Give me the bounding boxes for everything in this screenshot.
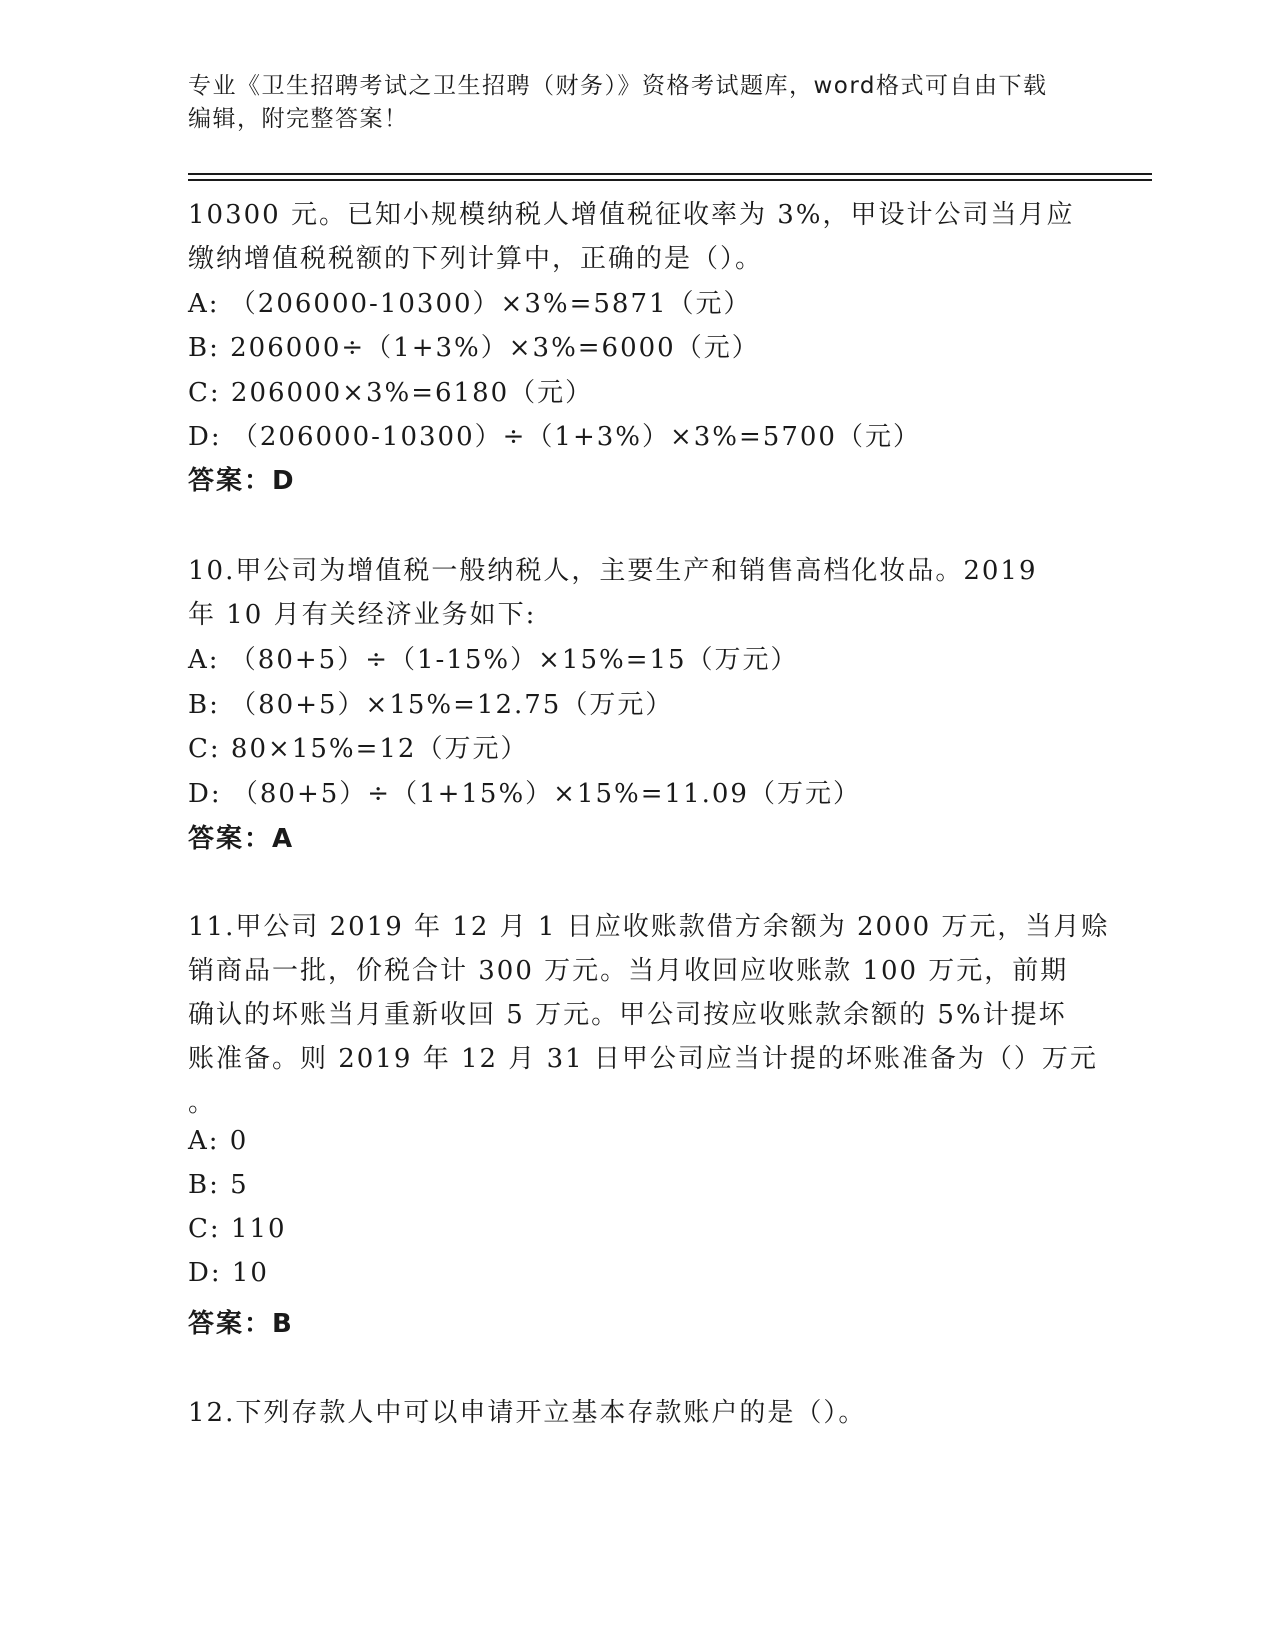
question-11-option-c: C: 110 bbox=[188, 1214, 287, 1244]
question-11-text-4: 账准备。则 2019 年 12 月 31 日甲公司应当计提的坏账准备为（）万元 bbox=[188, 1044, 1098, 1074]
question-11-text-2: 销商品一批，价税合计 300 万元。当月收回应收账款 100 万元，前期 bbox=[188, 956, 1069, 986]
question-11-option-b: B: 5 bbox=[188, 1170, 249, 1200]
question-9-answer: 答案：D bbox=[188, 466, 296, 496]
question-11-answer: 答案：B bbox=[188, 1309, 294, 1339]
question-10-option-a: A: （80+5）÷（1-15%）×15%=15（万元） bbox=[188, 645, 799, 675]
question-9-text-2: 缴纳增值税税额的下列计算中，正确的是（）。 bbox=[188, 244, 764, 274]
question-11-option-d: D: 10 bbox=[188, 1258, 269, 1288]
question-11-text-3: 确认的坏账当月重新收回 5 万元。甲公司按应收账款余额的 5%计提坏 bbox=[188, 1000, 1067, 1030]
question-9-option-d: D: （206000-10300）÷（1+3%）×3%=5700（元） bbox=[188, 422, 921, 452]
question-10-option-b: B: （80+5）×15%=12.75（万元） bbox=[188, 690, 674, 720]
header-rule-bottom bbox=[188, 179, 1152, 181]
question-10-answer: 答案：A bbox=[188, 824, 295, 854]
question-10-option-d: D: （80+5）÷（1+15%）×15%=11.09（万元） bbox=[188, 779, 861, 809]
header-line-1: 专业《卫生招聘考试之卫生招聘（财务）》资格考试题库，word格式可自由下载 bbox=[188, 73, 1048, 99]
question-9-option-a: A: （206000-10300）×3%=5871（元） bbox=[188, 289, 752, 319]
document-header bbox=[188, 70, 1088, 136]
question-9-text-1: 10300 元。已知小规模纳税人增值税征收率为 3%，甲设计公司当月应 bbox=[188, 200, 1075, 230]
question-11-option-a: A: 0 bbox=[188, 1126, 249, 1156]
header-rule-top bbox=[188, 173, 1152, 175]
header-line-2: 编辑，附完整答案！ bbox=[188, 106, 409, 132]
question-12-text-1: 12.下列存款人中可以申请开立基本存款账户的是（）。 bbox=[188, 1398, 867, 1428]
question-9-option-b: B: 206000÷（1+3%）×3%=6000（元） bbox=[188, 333, 760, 363]
question-10-text-1: 10.甲公司为增值税一般纳税人，主要生产和销售高档化妆品。2019 bbox=[188, 556, 1038, 586]
question-9-option-c: C: 206000×3%=6180（元） bbox=[188, 378, 594, 408]
question-10-text-2: 年 10 月有关经济业务如下: bbox=[188, 600, 537, 630]
question-11-text-1: 11.甲公司 2019 年 12 月 1 日应收账款借方余额为 2000 万元，当月赊 bbox=[188, 912, 1110, 942]
question-11-text-5: 。 bbox=[188, 1088, 217, 1118]
question-10-option-c: C: 80×15%=12（万元） bbox=[188, 734, 529, 764]
